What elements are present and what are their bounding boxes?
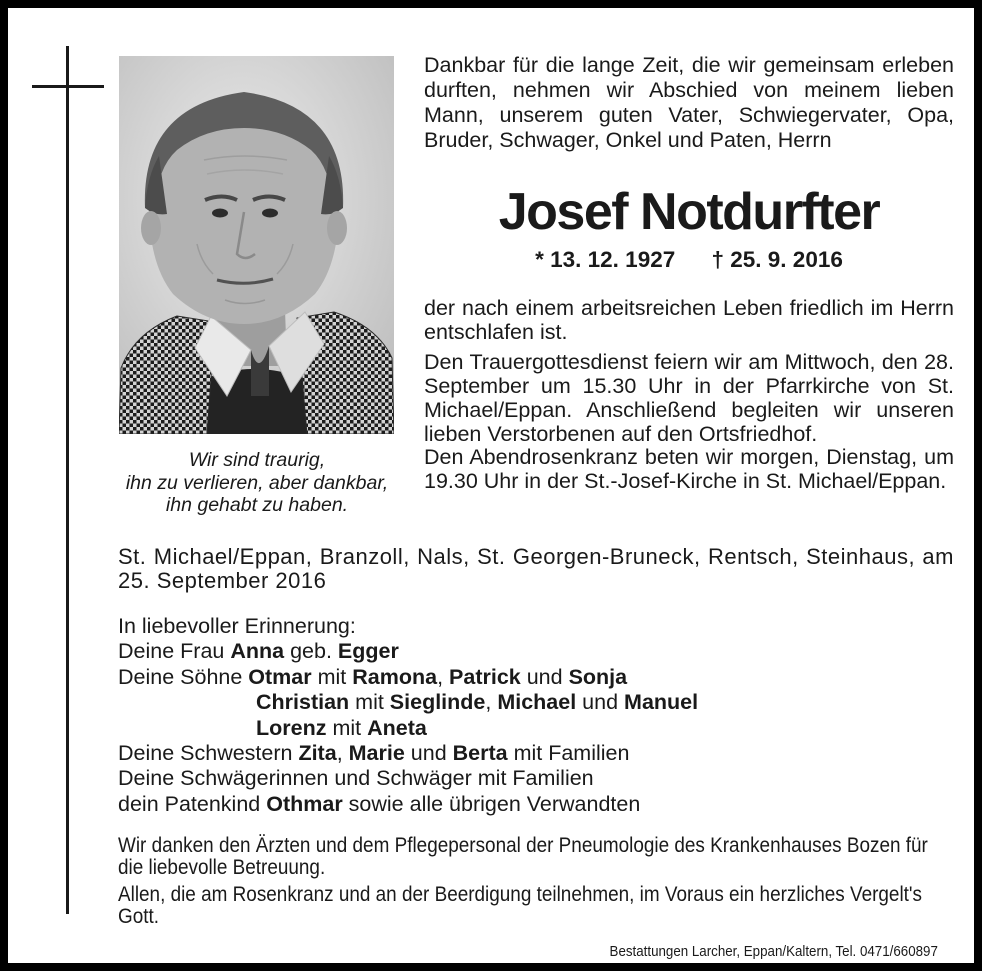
photo-caption — [94, 449, 420, 517]
cross-icon-horizontal-bar — [32, 85, 104, 88]
memorial-heading: In liebevoller Erinnerung: — [118, 614, 356, 638]
places-date-line: St. Michael/Eppan, Branzoll, Nals, St. Georgen-Bruneck, Rentsch, Steinhaus, am 25. September 2016 — [118, 544, 954, 593]
death-date: † 25. 9. 2016 — [711, 247, 843, 272]
life-dates — [424, 247, 954, 273]
thanks-attendees: Allen, die am Rosenkranz und an der Beerdigung teilnehmen, im Voraus ein herzliches Vergelt's Gott. — [118, 882, 922, 928]
funeral-home-credit: Bestattungen Larcher, Eppan/Kaltern, Tel. 0471/660897 — [609, 944, 938, 960]
portrait-photo — [119, 56, 394, 434]
memorial-line-sisters: Deine Schwestern Zita, Marie und Berta mit Familien — [118, 741, 630, 766]
passing-text: der nach einem arbeitsreichen Leben friedlich im Herrn entschlafen ist. — [424, 296, 954, 344]
memorial-line-sons: Deine Söhne Otmar mit Ramona, Patrick und Sonja — [118, 664, 628, 689]
memorial-line-in-laws: Deine Schwägerinnen und Schwäger mit Familien — [118, 766, 594, 791]
photo-caption-line: ihn zu verlieren, aber dankbar, — [125, 471, 389, 494]
service-info: Den Trauergottesdienst feiern wir am Mittwoch, den 28. September um 15.30 Uhr in der Pfarrkirche von St. Michael/Eppan. Anschließend begleiten wir unseren lieben Verstorbenen auf den Ortsfriedhof. — [424, 350, 954, 446]
memorial-line-sons-2: Christian mit Sieglinde, Michael und Manuel — [256, 690, 699, 715]
memorial-list — [118, 614, 964, 817]
rosary-info: Den Abendrosenkranz beten wir morgen, Dienstag, um 19.30 Uhr in der St.-Josef-Kirche in St. Michael/Eppan. — [424, 445, 954, 493]
deceased-name: Josef Notdurfter — [498, 183, 880, 241]
photo-caption-line: ihn gehabt zu haben. — [165, 494, 349, 516]
memorial-line-godchild: dein Patenkind Othmar sowie alle übrigen Verwandten — [118, 791, 641, 816]
cross-icon-vertical-bar — [66, 46, 69, 914]
birth-date: * 13. 12. 1927 — [535, 247, 676, 272]
intro-text: Dankbar für die lange Zeit, die wir gemeinsam erleben durften, nehmen wir Abschied von meinem lieben Mann, unserem guten Vater, Schwiegervater, Opa, Bruder, Schwager, Onkel und Paten, Herrn — [424, 53, 954, 152]
photo-caption-line: Wir sind traurig, — [188, 449, 326, 471]
thanks-hospital: Wir danken den Ärzten und dem Pflegepersonal der Pneumologie des Krankenhauses Bozen für die liebevolle Betreuung. — [118, 833, 928, 879]
memorial-line-wife: Deine Frau Anna geb. Egger — [118, 639, 399, 664]
memorial-line-sons-3: Lorenz mit Aneta — [256, 715, 427, 740]
